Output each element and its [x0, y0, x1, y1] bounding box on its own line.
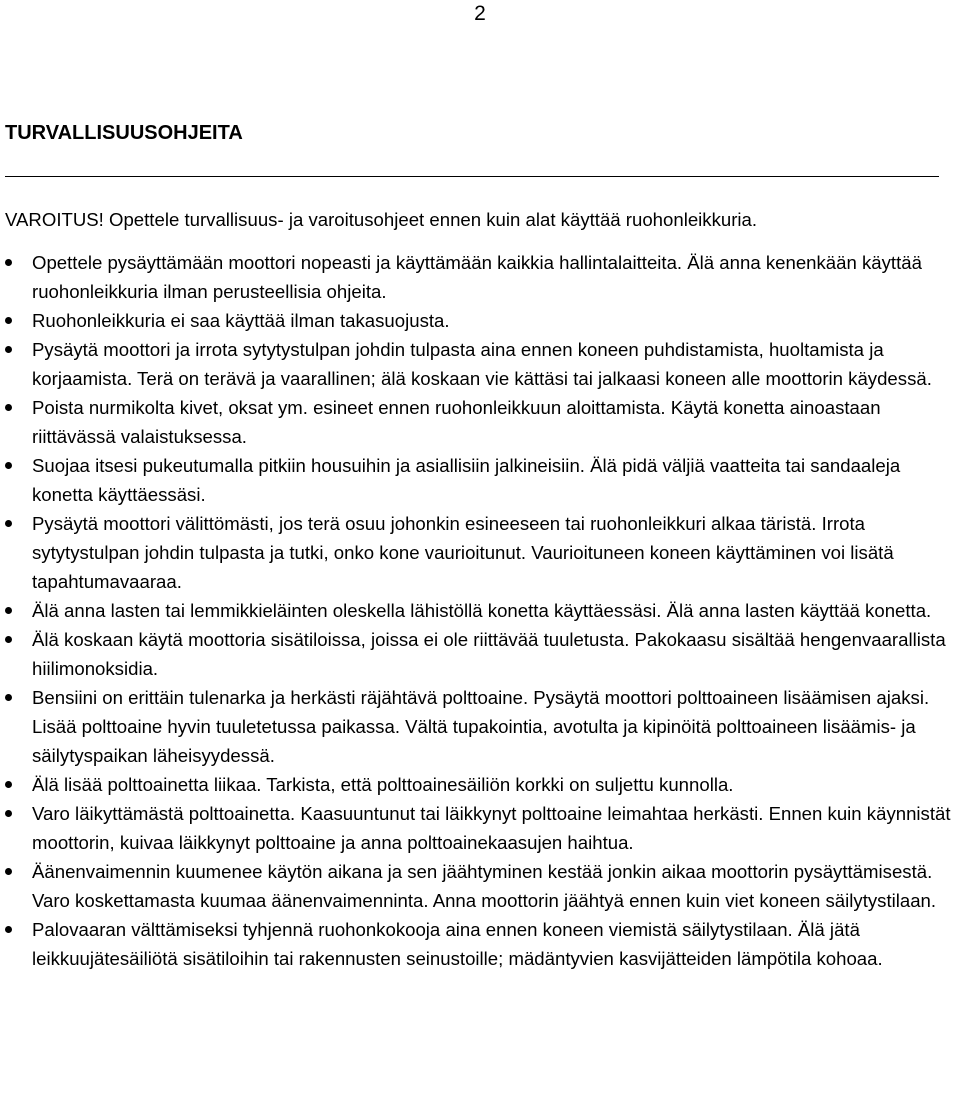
list-item-text: Bensiini on erittäin tulenarka ja herkästi räjähtävä polttoaine. Pysäytä moottori polttoaineen lisäämisen ajaksi. Lisää polttoaine hyvin tuuletetussa paikassa. Vältä tupakointia, avotulta ja kipinöitä polttoaineen lisäämis- ja säilytyspaikan läheisyydessä. [32, 687, 930, 766]
list-item [5, 393, 960, 451]
page-number: 2 [474, 2, 486, 25]
list-item [5, 451, 960, 509]
title-rule [5, 176, 939, 177]
list-item [5, 625, 960, 683]
bullet-icon [5, 636, 12, 643]
list-item [5, 915, 960, 973]
list-item [5, 509, 960, 596]
list-item [5, 335, 960, 393]
safety-list [5, 248, 960, 973]
list-item [5, 596, 960, 625]
list-item-text: Äänenvaimennin kuumenee käytön aikana ja sen jäähtyminen kestää jonkin aikaa moottorin pysäyttämisestä. Varo koskettamasta kuumaa äänenvaimenninta. Anna moottorin jäähtyä ennen kuin viet koneen säilytystilaan. [32, 861, 937, 911]
list-item-text: Palovaaran välttämiseksi tyhjennä ruohonkokooja aina ennen koneen viemistä säilytystilaan. Älä jätä leikkuujätesäiliötä sisätiloihin tai rakennusten seinustoille; mädäntyvien kasvijätteiden lämpötila kohoaa. [32, 919, 883, 969]
list-item-text: Pysäytä moottori välittömästi, jos terä osuu johonkin esineeseen tai ruohonleikkuri alkaa täristä. Irrota sytytystulpan johdin tulpasta ja tutki, onko kone vaurioitunut. Vaurioituneen koneen käyttäminen voi lisätä tapahtumavaaraa. [32, 513, 894, 592]
list-item-text: Pysäytä moottori ja irrota sytytystulpan johdin tulpasta aina ennen koneen puhdistamista, huoltamista ja korjaamista. Terä on terävä ja vaarallinen; älä koskaan vie kättäsi tai jalkaasi koneen alle moottorin käydessä. [32, 339, 932, 389]
bullet-icon [5, 462, 12, 469]
list-item-text: Poista nurmikolta kivet, oksat ym. esineet ennen ruohonleikkuun aloittamista. Käytä konetta ainoastaan riittävässä valaistuksessa. [32, 397, 881, 447]
list-item-text: Ruohonleikkuria ei saa käyttää ilman takasuojusta. [32, 310, 450, 331]
list-item-text: Älä lisää polttoainetta liikaa. Tarkista, että polttoainesäiliön korkki on suljettu kunnolla. [32, 774, 734, 795]
list-item-text: Älä koskaan käytä moottoria sisätiloissa, joissa ei ole riittävää tuuletusta. Pakokaasu sisältää hengenvaarallista hiilimonoksidia. [32, 629, 946, 679]
list-item-text: Opettele pysäyttämään moottori nopeasti ja käyttämään kaikkia hallintalaitteita. Älä anna kenenkään käyttää ruohonleikkuria ilman perusteellisia ohjeita. [32, 252, 922, 302]
bullet-icon [5, 810, 12, 817]
bullet-icon [5, 259, 12, 266]
page-title: TURVALLISUUSOHJEITA [5, 122, 243, 144]
document-content [5, 205, 960, 973]
bullet-icon [5, 868, 12, 875]
list-item-text: Varo läikyttämästä polttoainetta. Kaasuuntunut tai läikkynyt polttoaine leimahtaa herkästi. Ennen kuin käynnistät moottorin, kuivaa läikkynyt polttoaine ja anna polttoainekaasujen haihtua. [32, 803, 951, 853]
list-item [5, 857, 960, 915]
bullet-icon [5, 694, 12, 701]
bullet-icon [5, 404, 12, 411]
list-item [5, 770, 960, 799]
list-item [5, 799, 960, 857]
list-item-text: Suojaa itsesi pukeutumalla pitkiin housuihin ja asiallisiin jalkineisiin. Älä pidä väljiä vaatteita tai sandaaleja konetta käyttäessäsi. [32, 455, 901, 505]
list-item-text: Älä anna lasten tai lemmikkieläinten oleskella lähistöllä konetta käyttäessäsi. Älä anna lasten käyttää konetta. [32, 600, 932, 621]
list-item [5, 248, 960, 306]
bullet-icon [5, 317, 12, 324]
bullet-icon [5, 346, 12, 353]
warning-paragraph: VAROITUS! Opettele turvallisuus- ja varoitusohjeet ennen kuin alat käyttää ruohonleikkuria. [5, 209, 758, 230]
list-item [5, 306, 960, 335]
list-item [5, 683, 960, 770]
bullet-icon [5, 926, 12, 933]
bullet-icon [5, 607, 12, 614]
bullet-icon [5, 520, 12, 527]
bullet-icon [5, 781, 12, 788]
